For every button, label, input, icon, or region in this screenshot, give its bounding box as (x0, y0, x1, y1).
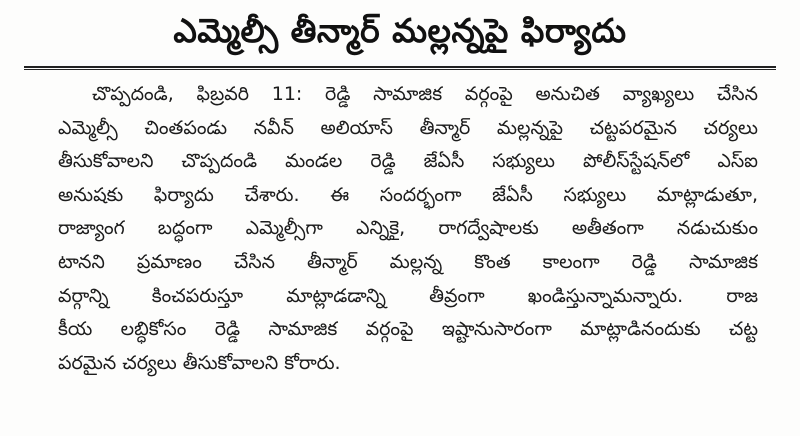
article-line: రాజ్యాంగ బద్ధంగా ఎమ్మెల్సీగా ఎన్నికై, రాగద్వేషాలకు అతీతంగా నడుచుకుం (58, 217, 758, 240)
headline-rule (24, 66, 776, 68)
headline: ఎమ్మెల్సీ తీన్మార్ మల్లన్నపై ఫిర్యాదు (173, 10, 627, 50)
article-line: కీయ లబ్ధికోసం రెడ్డి సామాజిక వర్గంపై ఇష్టానుసారంగా మాట్లాడినందుకు చట్ట (58, 318, 758, 341)
article-line: తీసుకోవాలని చొప్పదండి మండల రెడ్డి జేఏసీ సభ్యులు పోలీస్‌స్టేషన్‌లో ఎస్ఐ (58, 150, 758, 173)
article-line: ఎమ్మెల్సీ చింతపండు నవీన్ అలియాస్ తీన్మార్ మల్లన్నపై చట్టపరమైన చర్యలు (58, 116, 758, 139)
article-line: అనుషకు ఫిర్యాదు చేశారు. ఈ సందర్భంగా జేఏసీ సభ్యులు మాట్లాడుతూ, (58, 183, 758, 206)
article-line: టానని ప్రమాణం చేసిన తీన్మార్ మల్లన్న కొంత కాలంగా రెడ్డి సామాజిక (58, 250, 758, 273)
article-line: పరమైన చర్యలు తీసుకోవాలని కోరారు. (58, 351, 341, 374)
article-line: వర్గాన్ని కించపరుస్తూ మాట్లాడడాన్ని తీవ్రంగా ఖండిస్తున్నామన్నారు. రాజ (58, 284, 758, 307)
article-body (58, 78, 758, 380)
headline-rule-thin (24, 69, 776, 70)
article-line: చొప్పదండి, ఫిబ్రవరి 11: రెడ్డి సామాజిక వర్గంపై అనుచిత వ్యాఖ్యలు చేసిన (92, 83, 758, 105)
